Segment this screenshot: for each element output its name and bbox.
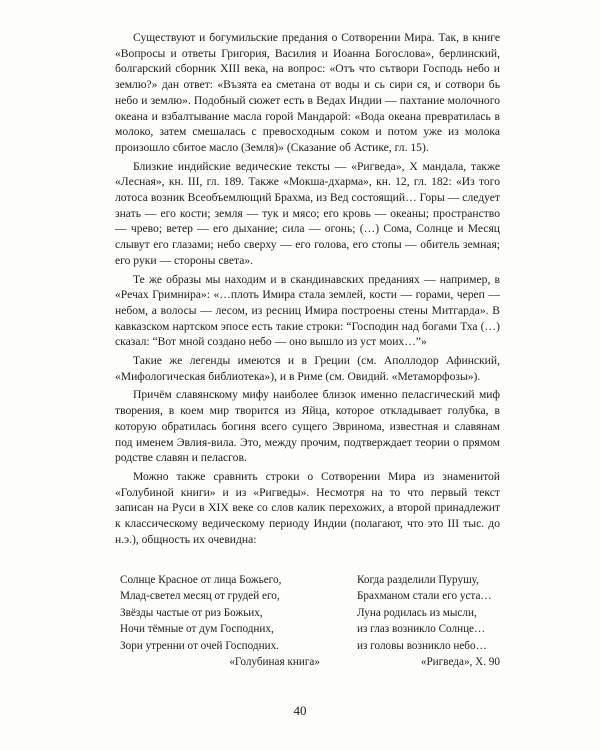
poem-comparison — [120, 572, 500, 669]
paragraph-vedic: Близкие индийские ведические тексты — «Ригведа», X мандала, также «Лесная», кн. III, гл. 189. Также «Мокша-дхарма», кн. 12, гл. 182: «Из того лотоса возник Всеобъемлющий Брахма, из Вед состоящий… Горы — следует знать — его кости; земля — тук и мясо; его кровь — океаны; пространство — чрево; ветер — его дыхание; сила — огонь; (…) Сома, Солнце и Месяц слывут его глазами; небо сверху — его голова, его стопы — обитель земная; его руки — стороны света». — [115, 159, 500, 267]
poem-line: Млад-светел месяц от грудей его, — [120, 590, 280, 603]
poem-line: Ночи тёмные от дум Господних, — [120, 623, 274, 636]
poem-line: Звёзды частые от риз Божьих, — [120, 606, 263, 619]
paragraph-bogomil: Существуют и богумильские предания о Сотворении Мира. Так, в книге «Вопросы и ответы Григория, Василия и Иоанна Богослова», берлинский, болгарский сборник XIII века, на вопрос: «Отъ что сътвори Господь небо и землю?» дан ответ: «Възятa еа сметана от воды и сь сири ся, и сотвори бь небо и землю». Подобный сюжет есть в Ведах Индии — пахтание молочного океана и взбалтывание масла горой Мандарой: «Вода океана превратилась в молоко, затем смешалась с превосходным соком и потом уже из молока произошло сбитое масло (Земля)» (Сказание об Астике, гл. 15). — [115, 31, 500, 154]
paragraph-pelasgian: Причём славянскому мифу наиболее близок именно пеласгический миф творения, в коем мир творится из Яйца, которое откладывает голубка, в которую обратилась богиня всего сущего Эвринома, известная и славянам под именем Эвлия-вила. Это, между прочим, подтверждает теории о прямом родстве славян и пеласгов. — [115, 388, 500, 465]
paragraph-scandinavian: Те же образы мы находим и в скандинавских преданиях — например, в «Речах Гримнира»: «…плоть Имира стала землей, кости — горами, череп — небом, а волосы — лесом, из ресниц Имира построены стены Митгарда». В кавказском нартском эпосе есть такие строки: “Господин над богами Тха (…) сказал: “Вот мной создано небо — оно вышло из уст моих…”» — [115, 272, 500, 349]
poem-caption: «Ригведа», X. 90 — [420, 656, 500, 669]
page-number: 40 — [293, 703, 307, 718]
poem-line: Когда разделили Пурушу, — [357, 574, 479, 586]
paragraph-comparison: Можно также сравнить строки о Сотворении Мира из знаменитой «Голубиной книги» и из «Ригведы». Несмотря на то что первый текст записан на Руси в XIX веке со слов калик перехожих, а второй принадлежит к классическому ведическому периоду Индии (полагают, что это III тыс. до н.э.), общность их очевидна: — [115, 469, 500, 546]
poem-line: Зори утренни от очей Господних. — [120, 639, 279, 652]
main-text — [115, 30, 500, 551]
poem-line: Солнце Красное от лица Божьего, — [120, 574, 282, 586]
poem-line: Луна родилась из мысли, — [357, 606, 477, 619]
poem-golubinaya-kniga — [120, 572, 320, 670]
poem-line: из глаз возникло Солнце… — [357, 623, 486, 636]
poem-line: Брахманом стали его уста… — [357, 590, 492, 603]
paragraph-greece-rome: Такие же легенды имеются и в Греции (см. Аполлодор Афинский, «Мифологическая библиотека»), и в Риме (см. Овидий. «Метаморфозы»). — [115, 354, 500, 383]
poem-line: из головы возникло небо… — [357, 639, 487, 652]
poem-caption: «Голубиная книга» — [229, 656, 320, 669]
poem-rigveda — [357, 572, 500, 670]
